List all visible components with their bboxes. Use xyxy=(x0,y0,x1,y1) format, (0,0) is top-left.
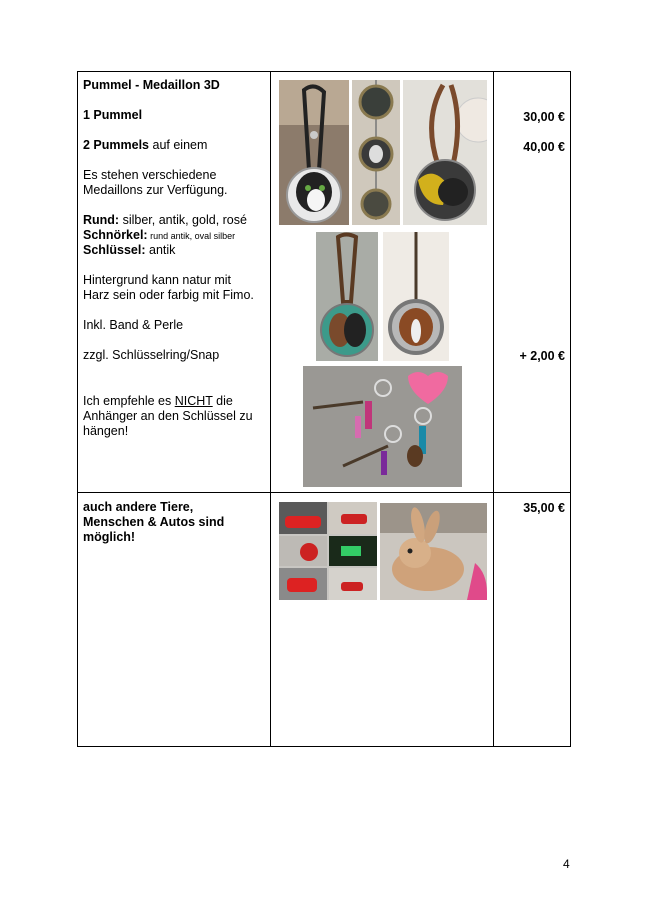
row1-description xyxy=(83,78,267,488)
schnoerkel-option: Schnörkel: rund antik, oval silber xyxy=(83,228,236,242)
keyring-note: zzgl. Schlüsselring/Snap xyxy=(83,348,220,362)
photo-cat-medaillons xyxy=(352,80,400,225)
warning-line-1: Ich empfehle es NICHT die xyxy=(83,394,233,408)
warning-line-2: Anhänger an den Schlüssel zu xyxy=(83,409,253,423)
photo-dog-pendant-yellow xyxy=(403,80,487,225)
price-two-pummels: 40,00 € xyxy=(523,140,565,154)
column-divider-1 xyxy=(270,71,271,747)
price-keyring-extra: + 2,00 € xyxy=(519,349,565,363)
photo-car-collage xyxy=(279,502,377,600)
column-divider-2 xyxy=(493,71,494,747)
table-border-right xyxy=(570,71,571,747)
product-title: Pummel - Medaillon 3D xyxy=(83,78,220,92)
rund-option: Rund: silber, antik, gold, rosé xyxy=(83,213,247,227)
row-divider xyxy=(77,492,571,493)
medaillons-line-2: Medaillons zur Verfügung. xyxy=(83,183,228,197)
table-border-left xyxy=(77,71,78,747)
price-one-pummel: 30,00 € xyxy=(523,110,565,124)
medaillons-line-1: Es stehen verschiedene xyxy=(83,168,217,182)
schluessel-option: Schlüssel: antik xyxy=(83,243,176,257)
row2-title-line-3: möglich! xyxy=(83,530,136,544)
table-border-bottom xyxy=(77,746,571,747)
option-two-pummels: 2 Pummels auf einem xyxy=(83,138,208,152)
photo-keyrings xyxy=(303,366,462,487)
photo-horse-pendant xyxy=(316,232,378,361)
row2-title-line-2: Menschen & Autos sind xyxy=(83,515,225,529)
hintergrund-line-1: Hintergrund kann natur mit xyxy=(83,273,231,287)
row2-title-line-1: auch andere Tiere, xyxy=(83,500,194,514)
table-border-top xyxy=(77,71,571,72)
option-one-pummel: 1 Pummel xyxy=(83,108,143,122)
warning-line-3: hängen! xyxy=(83,424,129,438)
price-other-motifs: 35,00 € xyxy=(523,501,565,515)
photo-guinea-pig-pendant xyxy=(383,232,449,361)
photo-rabbit-figure xyxy=(380,503,487,600)
product-table xyxy=(77,71,571,747)
photo-dog-pendant xyxy=(279,80,349,225)
hintergrund-line-2: Harz sein oder farbig mit Fimo. xyxy=(83,288,254,302)
band-note: Inkl. Band & Perle xyxy=(83,318,184,332)
page-number: 4 xyxy=(563,857,570,871)
